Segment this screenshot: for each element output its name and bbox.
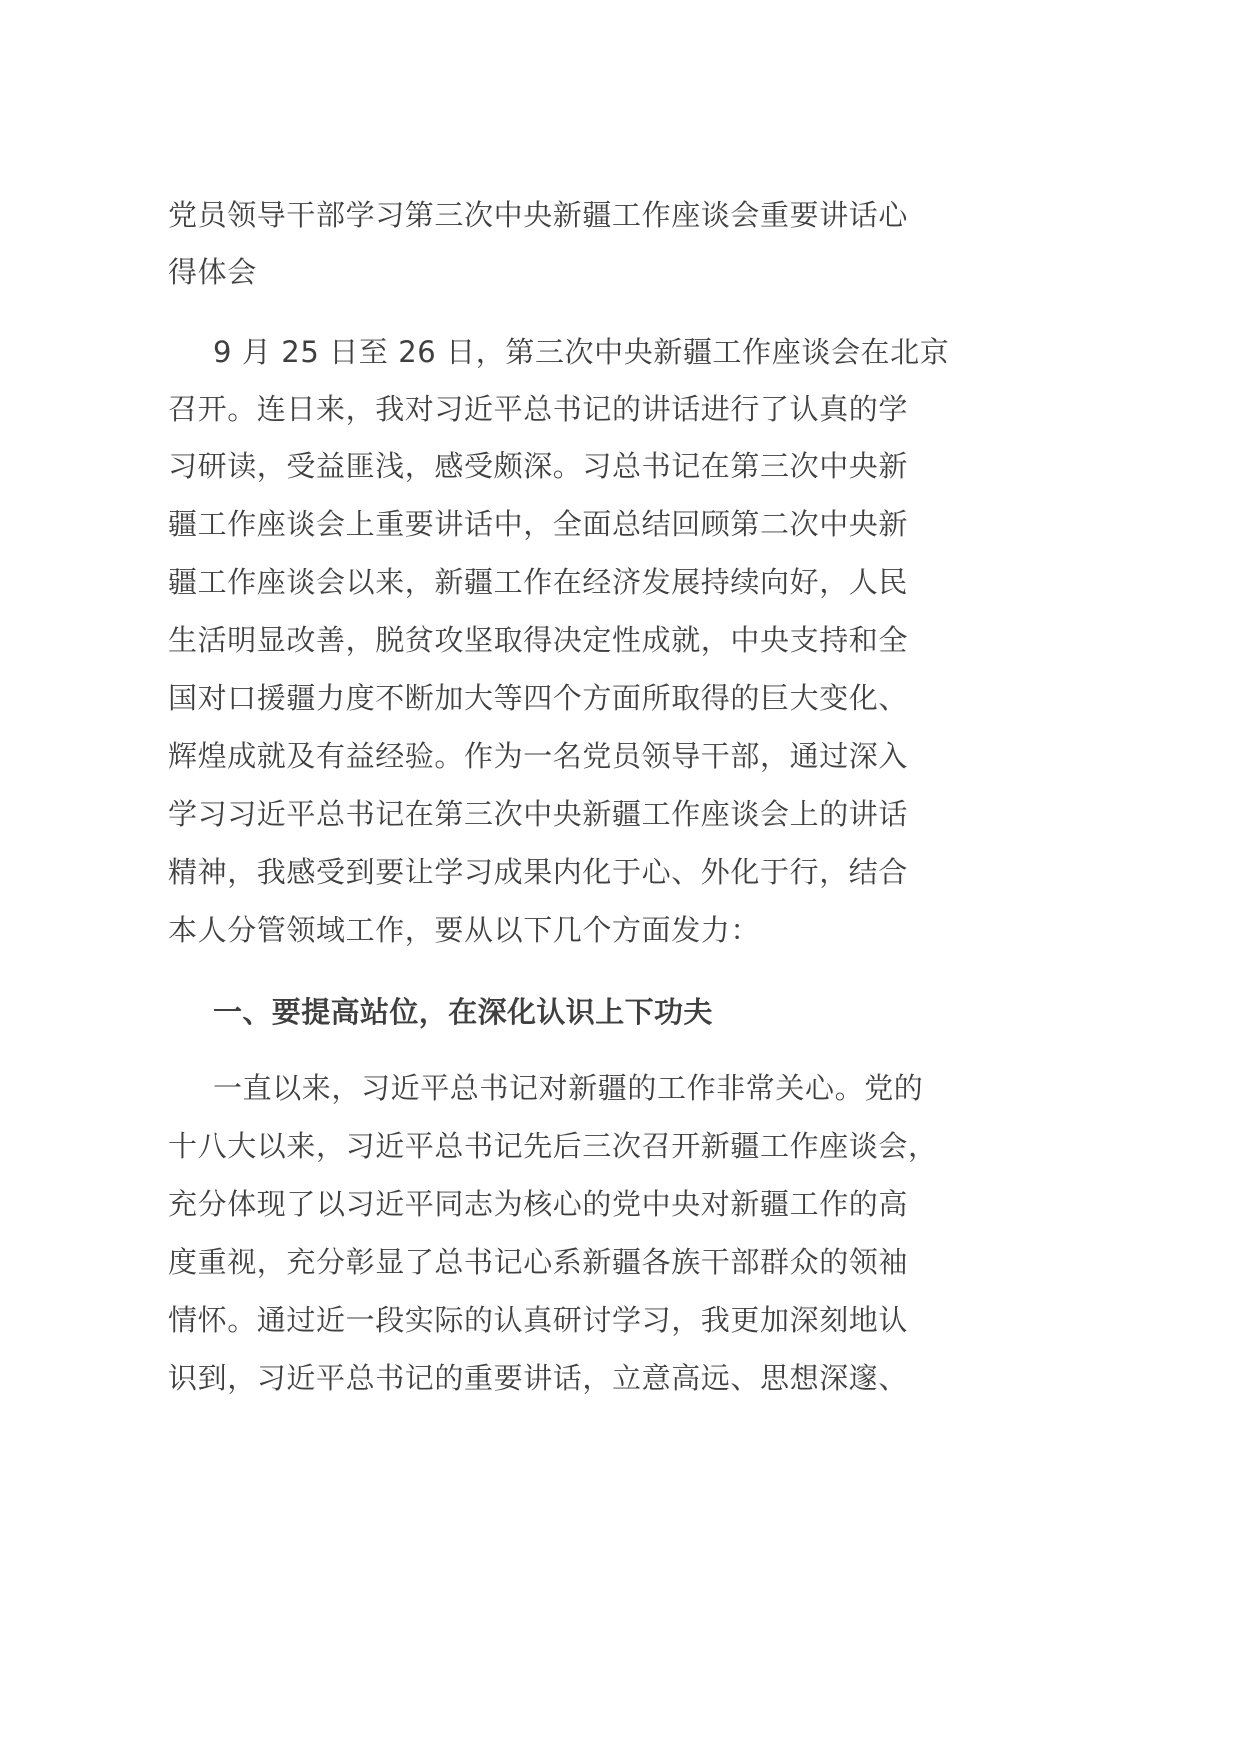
- paragraph-1-line: 疆工作座谈会以来，新疆工作在经济发展持续向好，人民: [168, 565, 909, 599]
- paragraph-1-line: 辉煌成就及有益经验。作为一名党员领导干部，通过深入: [168, 739, 909, 773]
- paragraph-1-line: 本人分管领域工作，要从以下几个方面发力：: [168, 913, 761, 947]
- paragraph-1-line: 9 月 25 日至 26 日，第三次中央新疆工作座谈会在北京: [213, 335, 950, 369]
- paragraph-1-line: 生活明显改善，脱贫攻坚取得决定性成就，中央支持和全: [168, 623, 909, 657]
- paragraph-1-line: 习研读，受益匪浅，感受颇深。习总书记在第三次中央新: [168, 449, 909, 483]
- paragraph-1-line: 学习习近平总书记在第三次中央新疆工作座谈会上的讲话: [168, 797, 909, 831]
- paragraph-2-line: 一直以来，习近平总书记对新疆的工作非常关心。党的: [213, 1071, 924, 1105]
- paragraph-2-line: 十八大以来，习近平总书记先后三次召开新疆工作座谈会，: [168, 1129, 938, 1163]
- paragraph-2-line: 情怀。通过近一段实际的认真研讨学习，我更加深刻地认: [168, 1303, 909, 1337]
- paragraph-1-line: 国对口援疆力度不断加大等四个方面所取得的巨大变化、: [168, 681, 909, 715]
- document-title-line-1: 党员领导干部学习第三次中央新疆工作座谈会重要讲话心: [168, 198, 909, 232]
- paragraph-2-line: 识到，习近平总书记的重要讲话，立意高远、思想深邃、: [168, 1361, 909, 1395]
- document-title-line-2: 得体会: [168, 255, 257, 289]
- section-1-heading: 一、要提高站位，在深化认识上下功夫: [213, 995, 713, 1029]
- paragraph-1-line: 精神，我感受到要让学习成果内化于心、外化于行，结合: [168, 855, 909, 889]
- paragraph-2-line: 度重视，充分彰显了总书记心系新疆各族干部群众的领袖: [168, 1245, 909, 1279]
- paragraph-2-line: 充分体现了以习近平同志为核心的党中央对新疆工作的高: [168, 1187, 909, 1221]
- paragraph-1-line: 疆工作座谈会上重要讲话中，全面总结回顾第二次中央新: [168, 507, 909, 541]
- paragraph-1-line: 召开。连日来，我对习近平总书记的讲话进行了认真的学: [168, 392, 909, 426]
